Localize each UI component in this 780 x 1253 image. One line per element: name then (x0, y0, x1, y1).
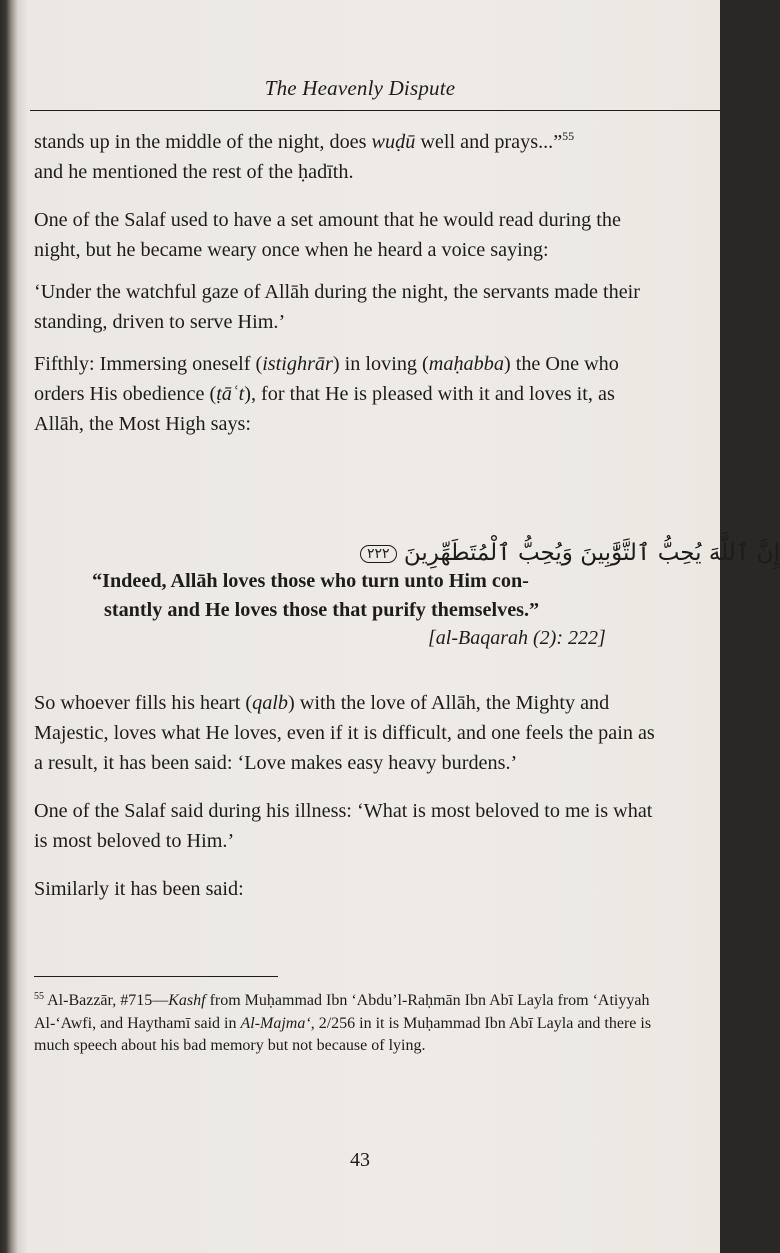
footnote-rule (34, 976, 278, 977)
main-text-continued (34, 688, 662, 922)
italic-term: istighrār (262, 353, 333, 375)
verse-citation: [al-Baqarah (2): 222] (428, 627, 606, 649)
footnote-55 (34, 990, 664, 1058)
italic-term: ṭāʿt (216, 383, 245, 405)
text-run: ), for that He is pleased with it and loves it, as Allāh, the Most High says: (34, 383, 615, 435)
paragraph-similarly: Similarly it has been said: (34, 878, 244, 900)
paragraph-fifthly (34, 349, 662, 439)
text-run: Fifthly: Immersing oneself ( (34, 353, 263, 375)
text-run: and he mentioned the rest of the ḥadīth. (34, 161, 354, 183)
text-run: stands up in the middle of the night, does (34, 131, 372, 153)
main-text (34, 127, 662, 457)
italic-term: Kashf (168, 992, 206, 1009)
italic-term: maḥabba (428, 353, 504, 375)
text-run: So whoever fills his heart ( (34, 692, 253, 714)
italic-term: Al-Majma‘ (240, 1014, 311, 1032)
italic-term: qalb (252, 692, 288, 714)
text-run: ) with the love of Allāh, the Mighty and Majestic, loves what He loves, even if it is difficult, and one feels the pain as a result, it has been said: ‘Love makes easy heavy burdens.’ (34, 692, 655, 774)
page-number: 43 (350, 1149, 370, 1171)
paragraph-voice-quote: ‘Under the watchful gaze of Allāh during the night, the servants made their standing, driven to serve Him.’ (34, 281, 640, 333)
text-run: from Muḥammad Ibn ‘Abdu’l-Raḥmān Ibn Abī Layla from ‘Atiyyah Al-‘Awfi, and Haythamī said in (34, 992, 650, 1032)
text-run: , 2/256 in it is Muḥammad Ibn Abī Layla and there is much speech about his bad memory but not because of lying. (34, 1014, 652, 1054)
translation-line: stantly and He loves those that purify themselves.” (104, 599, 540, 621)
header-rule (30, 110, 720, 111)
text-run: well and prays...” (415, 131, 563, 153)
quran-verse-arabic (360, 540, 780, 566)
text-run: ) the One who orders His obedience ( (34, 353, 619, 405)
translation-line: “Indeed, Allāh loves those who turn unto Him con- (92, 570, 529, 592)
paragraph-salaf-reading: One of the Salaf used to have a set amount that he would read during the night, but he became weary once when he heard a voice saying: (34, 209, 621, 261)
text-run: ) in loving ( (332, 353, 429, 375)
paragraph-salaf-illness: One of the Salaf said during his illness: ‘What is most beloved to me is what is most beloved to Him.’ (34, 800, 653, 852)
italic-term: wuḍū (371, 131, 416, 153)
footnote-ref: 55 (562, 129, 575, 143)
paragraph-love-of-allah (34, 688, 662, 778)
text-run: Al-Bazzār, #715— (44, 992, 169, 1009)
paragraph-hadith-end (34, 127, 662, 187)
verse-translation (92, 567, 652, 625)
footnote-number: 55 (34, 991, 44, 1002)
ayah-number-mark: ٢٢٢ (360, 545, 397, 563)
arabic-text: إِنَّ ٱللَّهَ يُحِبُّ ٱلتَّوَّٰبِينَ وَيُحِبُّ ٱلْمُتَطَهِّرِينَ (403, 540, 780, 566)
running-header: The Heavenly Dispute (264, 76, 456, 100)
